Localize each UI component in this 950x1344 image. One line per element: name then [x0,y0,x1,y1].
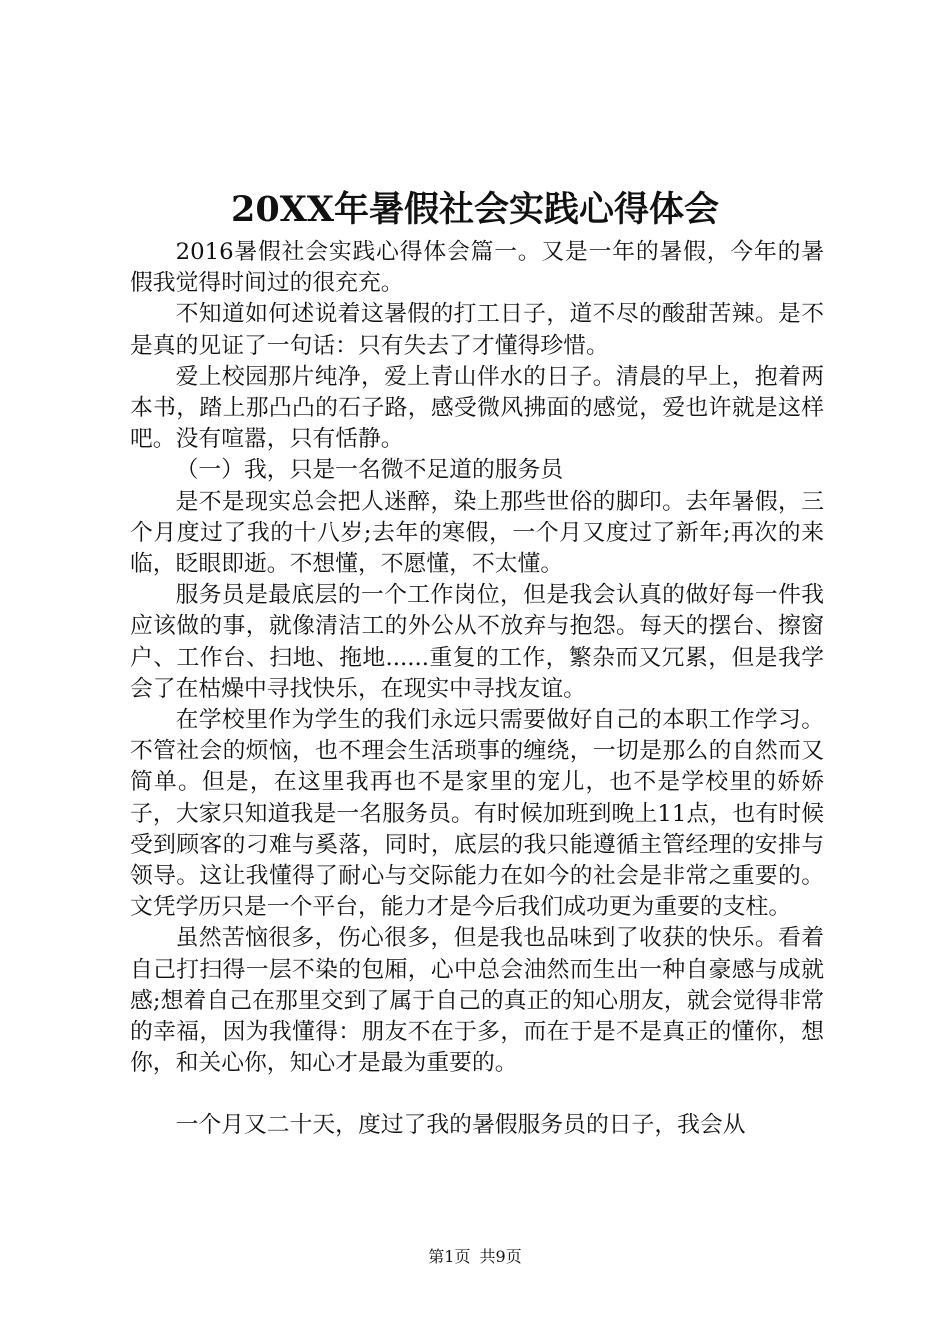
page-total: 共9页 [479,1247,522,1266]
paragraph-5: 是不是现实总会把人迷醉，染上那些世俗的脚印。去年暑假，三个月度过了我的十八岁;去年的寒假，一个月又度过了新年;再次的来临，眨眼即逝。不想懂，不愿懂，不太懂。 [130,488,824,578]
section-heading: （一）我，只是一名微不足道的服务员 [175,457,564,484]
paragraph-8: 虽然苦恼很多，伤心很多，但是我也品味到了收获的快乐。看着自己打扫得一层不染的包厢，心中总会油然而生出一种自豪感与成就感;想着自己在那里交到了属于自己的真正的知心朋友，就会觉得非常的幸福，因为我懂得：朋友不在于多，而在于是不是真正的懂你，想你，和关心你，知心才是最为重要的。 [130,925,824,1077]
paragraph-6: 服务员是最底层的一个工作岗位，但是我会认真的做好每一件我应该做的事，就像清洁工的外公从不放弃与抱怨。每天的摆台、擦窗户、工作台、扫地、拖地......重复的工作，繁杂而又冗累，但是我学会了在枯燥中寻找快乐，在现实中寻找友谊。 [130,582,824,702]
paragraph-9: 一个月又二十天，度过了我的暑假服务员的日子，我会从 [175,1112,746,1139]
paragraph-2: 不知道如何述说着这暑假的打工日子，道不尽的酸甜苦辣。是不是真的见证了一句话：只有失去了才懂得珍惜。 [130,301,824,359]
document-title: 20XX年暑假社会实践心得体会 [230,189,720,230]
page-footer [0,1247,950,1267]
paragraph-7: 在学校里作为学生的我们永远只需要做好自己的本职工作学习。不管社会的烦恼，也不理会生活琐事的缠绕，一切是那么的自然而又简单。但是，在这里我再也不是家里的宠儿，也不是学校里的娇娇子，大家只知道我是一名服务员。有时候加班到晚上11点，也有时候受到顾客的刁难与奚落，同时，底层的我只能遵循主管经理的安排与领导。这让我懂得了耐心与交际能力在如今的社会是非常之重要的。文凭学历只是一个平台，能力才是今后我们成功更为重要的支柱。 [130,707,824,921]
paragraph-3: 爱上校园那片纯净，爱上青山伴水的日子。清晨的早上，抱着两本书，踏上那凸凸的石子路，感受微风拂面的感觉，爱也许就是这样吧。没有喧嚣，只有恬静。 [130,363,824,453]
paragraph-1: 2016暑假社会实践心得体会篇一。又是一年的暑假，今年的暑假我觉得时间过的很充充。 [130,239,824,297]
document-body [130,237,824,1142]
page-number: 第1页 [428,1247,471,1266]
